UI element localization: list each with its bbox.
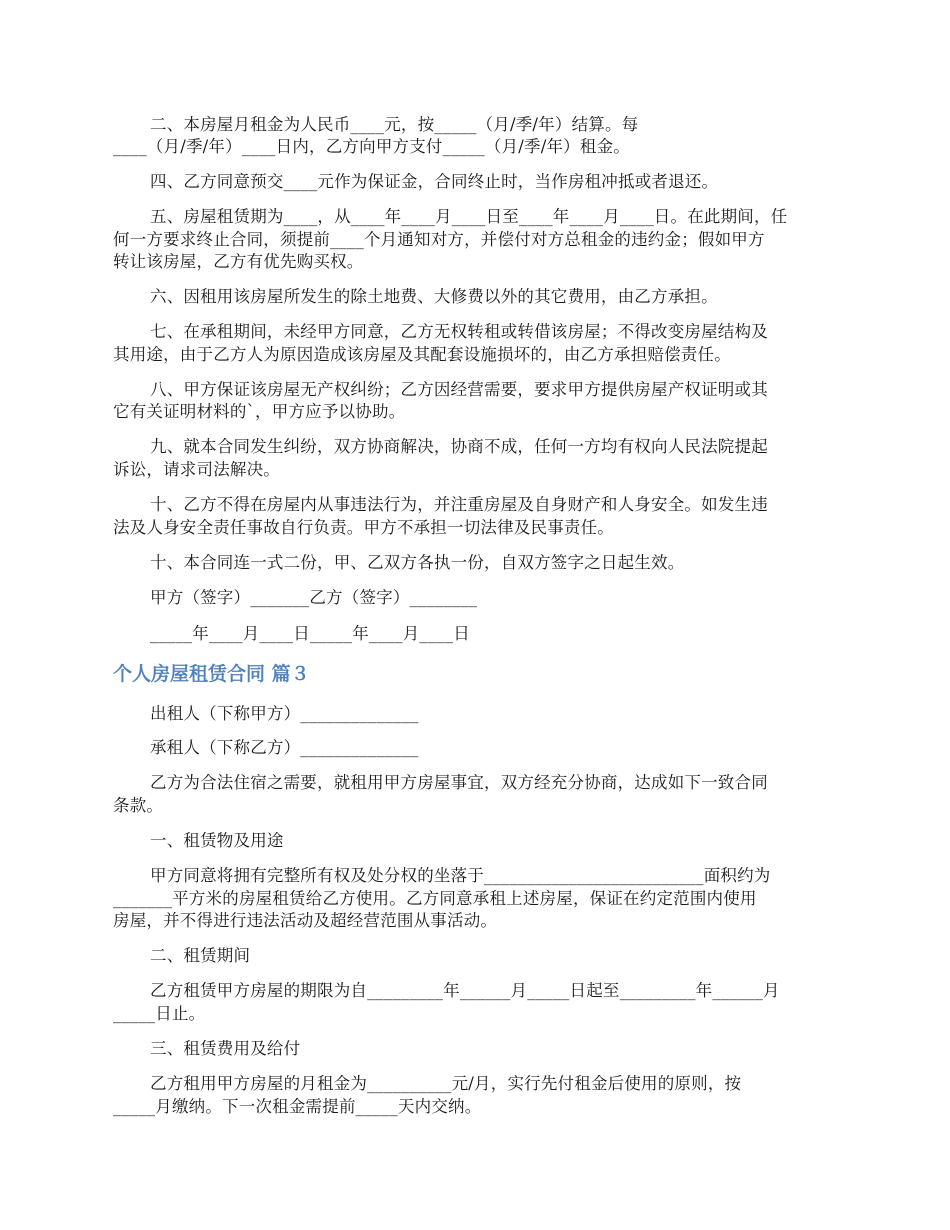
paragraph-line: 法及人身安全责任事故自行负责。甲方不承担一切法律及民事责任。 (113, 518, 614, 537)
paragraph-line: 出租人（下称甲方）______________ (150, 704, 419, 723)
subheading-line: 三、租赁费用及给付 (150, 1039, 301, 1058)
paragraph-line: 九、就本合同发生纠纷，双方协商解决，协商不成，任何一方均有权向人民法院提起 (150, 437, 768, 456)
paragraph-line: 其用途，由于乙方人为原因造成该房屋及其配套设施损坏的，由乙方承担赔偿责任。 (113, 345, 731, 364)
subheading-line: 二、租赁期间 (150, 946, 251, 965)
paragraph-line: 承租人（下称乙方）______________ (150, 738, 419, 757)
paragraph-line: 条款。 (113, 796, 164, 815)
paragraph-line: 八、甲方保证该房屋无产权纠纷；乙方因经营需要，要求甲方提供房屋产权证明或其 (150, 380, 768, 399)
paragraph-line: 转让该房屋，乙方有优先购买权。 (113, 252, 364, 271)
section-heading: 个人房屋租赁合同 篇３ (113, 663, 310, 685)
paragraph-line: 甲方同意将拥有完整所有权及处分权的坐落于__________________________面积约为 (150, 866, 771, 885)
paragraph-line: 七、在承租期间，未经甲方同意，乙方无权转租或转借该房屋；不得改变房屋结构及 (150, 322, 768, 341)
paragraph-line: 它有关证明材料的`，甲方应予以协助。 (113, 402, 406, 421)
paragraph-line: 乙方租用甲方房屋的月租金为__________元/月，实行先付租金后使用的原则，按 (150, 1074, 742, 1093)
paragraph-line: 十、本合同连一式二份，甲、乙双方各执一份，自双方签字之日起生效。 (150, 553, 685, 572)
paragraph-line: 诉讼，请求司法解决。 (113, 460, 280, 479)
paragraph-line: 四、乙方同意预交____元作为保证金，合同终止时，当作房租冲抵或者退还。 (150, 172, 719, 191)
paragraph-line: 何一方要求终止合同，须提前____个月通知对方，并偿付对方总租金的违约金；假如甲方 (113, 230, 765, 249)
paragraph-line: 六、因租用该房屋所发生的除土地费、大修费以外的其它费用，由乙方承担。 (150, 287, 718, 306)
paragraph-line: 二、本房屋月租金为人民币____元，按_____（月/季/年）结算。每 (150, 115, 639, 134)
paragraph-line: 房屋，并不得进行违法活动及超经营范围从事活动。 (113, 911, 498, 930)
subheading-line: 一、租赁物及用途 (150, 831, 284, 850)
paragraph-line: _____日止。 (113, 1004, 206, 1023)
paragraph-line: 乙方租赁甲方房屋的期限为自_________年______月_____日起至_________年______月 (150, 981, 780, 1000)
signature-line: 甲方（签字）_______乙方（签字）________ (150, 588, 478, 607)
paragraph-line: _____月缴纳。下一次租金需提前_____天内交纳。 (113, 1097, 482, 1116)
date-line: _____年____月____日_____年____月____日 (150, 624, 470, 643)
paragraph-line: 乙方为合法住宿之需要，就租用甲方房屋事宜，双方经充分协商，达成如下一致合同 (150, 773, 768, 792)
paragraph-line: 十、乙方不得在房屋内从事违法行为，并注重房屋及自身财产和人身安全。如发生违 (150, 495, 768, 514)
paragraph-line: ____（月/季/年）____日内，乙方向甲方支付_____（月/季/年）租金。 (113, 137, 630, 156)
paragraph-line: 五、房屋租赁期为____，从____年____月____日至____年____月____日。在此期间，任 (150, 207, 788, 226)
paragraph-line: _______平方米的房屋租赁给乙方使用。乙方同意承租上述房屋，保证在约定范围内使用 (113, 889, 757, 908)
